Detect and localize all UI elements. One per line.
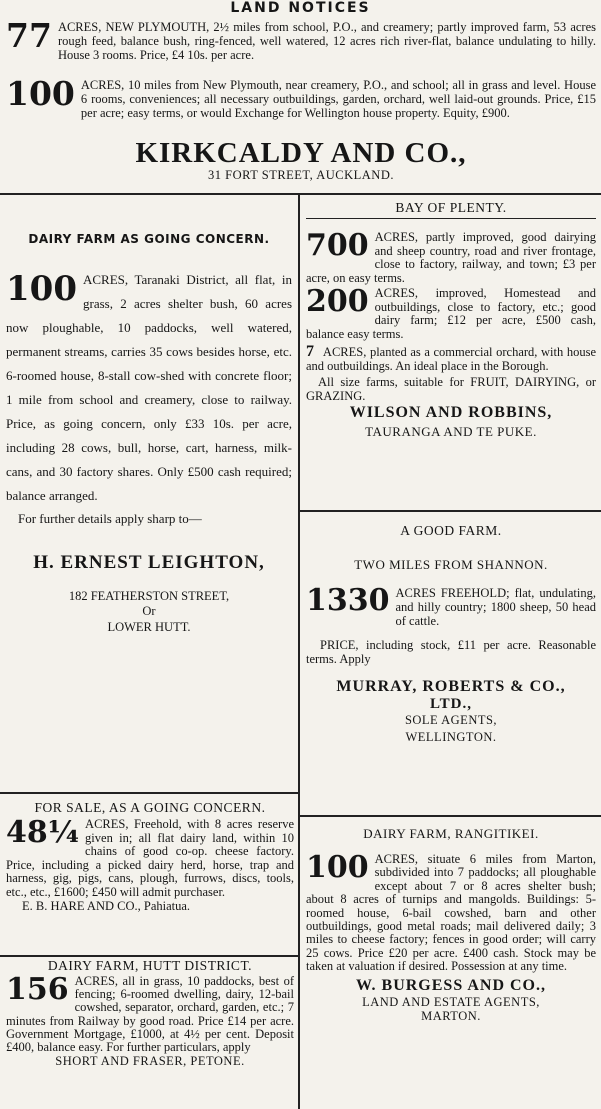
ad-body: ACRES, NEW PLYMOUTH, 2½ miles from school, P.O., and creamery; partly improved farm, 53 acres rough feed, balance bush, ring-fenced, well watered, 12 acres rich river-flat, balance undulating to hilly. House 3 rooms. Price, £4 10s. per acre. <box>57 20 596 62</box>
apply-line: For further details apply sharp to— <box>18 511 202 526</box>
divider <box>300 510 601 512</box>
ad-heading: A GOOD FARM. <box>400 523 502 538</box>
ad-text <box>306 850 596 974</box>
ad-heading: DAIRY FARM, RANGITIKEI. <box>363 826 539 841</box>
agent-town: LOWER HUTT. <box>107 620 191 634</box>
ad-text <box>6 972 294 1055</box>
acreage-number: 700 <box>306 228 369 263</box>
ad-body: ACRES, Taranaki District, all flat, in grass, 2 acres shelter bush, 60 acres now ploughable, 10 paddocks, well watered, permanent streams, carries 35 cows besides horse, etc. 6-roomed house, 8-stall cow-shed with concrete floor; 1 mile from school and creamery, close to railway. Price, as going concern, only £33 10s. per acre, including 28 cows, bull, horse, cart, harness, milk-cans, and 30 factory shares. Only £500 cash required; balance arranged. <box>6 272 292 503</box>
agent-name: SHORT AND FRASER, PETONE. <box>55 1054 245 1069</box>
acreage-number: 7 <box>306 343 314 360</box>
column-divider <box>298 195 300 1109</box>
acreage-number: 100 <box>6 269 77 309</box>
price-line: PRICE, including stock, £11 per acre. Reasonable terms. Apply <box>306 638 596 666</box>
ad-body: ACRES FREEHOLD; flat, undulating, and hilly country; 1800 sheep, 50 head of cattle. <box>395 586 596 628</box>
acreage-number: 100 <box>306 850 369 885</box>
ad-body: ACRES, all in grass, 10 paddocks, best of fencing; 6-roomed dwelling, dairy, 12-bail cowshed, separator, orchard, garden, etc.; 7 minutes from Railway by good road. Price £14 per acre. Government Mortgage, £1000, at 4½ per cent. Deposit £400, balance easy. For further particulars, apply <box>6 974 294 1055</box>
acreage-number: 200 <box>306 284 369 319</box>
agent-or: Or <box>142 604 156 618</box>
acreage-number: 156 <box>6 972 69 1007</box>
agent-name: KIRKCALDY AND CO., <box>135 137 467 169</box>
acreage-number: 100 <box>6 74 75 113</box>
ad-100-acres <box>6 74 596 134</box>
ad-text <box>6 268 292 508</box>
ad-text <box>306 583 596 628</box>
top-section <box>6 16 596 182</box>
divider <box>0 792 298 794</box>
agent-address: 31 FORT STREET, AUCKLAND. <box>208 168 394 182</box>
ad-body: ACRES, partly improved, good dairying and sheep country, road and river frontage, close to factory, railway, and town; £3 per acre, on easy terms. <box>306 230 596 285</box>
ad-body: ACRES, improved, Homestead and outbuildings, close to factory, etc.; good dairy farm; £12 per acre, £500 cash, balance easy terms. <box>306 286 596 341</box>
murray-roberts-ad <box>306 523 596 745</box>
page-header: LAND NOTICES <box>230 0 371 16</box>
ad-heading: FOR SALE, AS A GOING CONCERN. <box>34 800 266 815</box>
ad-200-acres <box>306 284 596 341</box>
divider <box>300 815 601 817</box>
burgess-ad <box>306 826 596 1023</box>
acreage-number: 1330 <box>306 583 390 618</box>
agent-name-ltd: LTD., <box>430 696 472 712</box>
agent-name: W. BURGESS AND CO., <box>355 976 546 994</box>
agent-town: WELLINGTON. <box>405 730 497 744</box>
acreage-number: 77 <box>6 16 52 55</box>
wilson-robbins-ad <box>306 200 596 439</box>
ad-700-acres <box>306 228 596 285</box>
ad-body: ACRES, 10 miles from New Plymouth, near creamery, P.O., and school; all in grass and level. House 6 rooms, conveniences; all necessary outbuildings, garden, orchard, well laid-out grounds. Price, £15 per acre; easy terms, or would Exchange for Wellington house property. Equity, £900. <box>80 78 596 120</box>
leighton-ad <box>6 232 292 635</box>
hare-ad <box>6 800 294 914</box>
ad-heading: DAIRY FARM AS GOING CONCERN. <box>28 232 270 246</box>
agent-street: 182 FEATHERSTON STREET, <box>68 589 230 603</box>
agent-name: WILSON AND ROBBINS, <box>349 404 553 421</box>
ad-heading: BAY OF PLENTY. <box>395 200 507 215</box>
ad-body: ACRES, planted as a commercial orchard, with house and outbuildings. An ideal place in the Borough. <box>306 345 596 373</box>
ad-subheading: TWO MILES FROM SHANNON. <box>354 557 548 572</box>
agent-name: MURRAY, ROBERTS & CO., <box>336 678 566 695</box>
agent-name: H. ERNEST LEIGHTON, <box>33 552 265 573</box>
agent-town: MARTON. <box>421 1008 481 1023</box>
ad-body: ACRES, Freehold, with 8 acres reserve given in; all flat dairy land, within 10 chains of good co-op. cheese factory. Price, including a picked dairy herd, horse, trap and harness, gig, pigs, cans, plough, furrows, discs, tools, etc., etc., £1600; £450 will admit purchaser. <box>6 817 294 899</box>
ad-body: ACRES, situate 6 miles from Marton, subdivided into 7 paddocks; all ploughable except about 7 or 8 acres shelter bush; about 8 acres of turnips and mangolds. Buildings: 5-roomed house, 6-bail cowshed, barn and other outbuildings, good metal roads; mail delivered daily; 3 miles to cheese factory; fences in good order; will carry 25 cows. Price £20 per acre. £400 cash. Stock may be taken at valuation if desired. Possession at any time. <box>306 852 596 974</box>
agent-name: E. B. HARE AND CO., Pahiatua. <box>22 899 191 913</box>
divider <box>0 955 298 957</box>
ad-77-acres <box>6 16 596 78</box>
all-sizes-line: All size farms, suitable for FRUIT, DAIRYING, or GRAZING. <box>306 375 596 403</box>
ad-heading: DAIRY FARM, HUTT DISTRICT. <box>47 958 253 973</box>
ad-7-acres <box>306 345 596 373</box>
sole-agents: SOLE AGENTS, <box>404 713 498 727</box>
divider <box>0 193 601 195</box>
acreage-number: 48¼ <box>6 815 80 850</box>
short-fraser-ad <box>6 958 294 1068</box>
agent-town: TAURANGA AND TE PUKE. <box>365 424 537 439</box>
ad-text <box>6 815 294 899</box>
agent-subtitle: LAND AND ESTATE AGENTS, <box>362 994 540 1009</box>
